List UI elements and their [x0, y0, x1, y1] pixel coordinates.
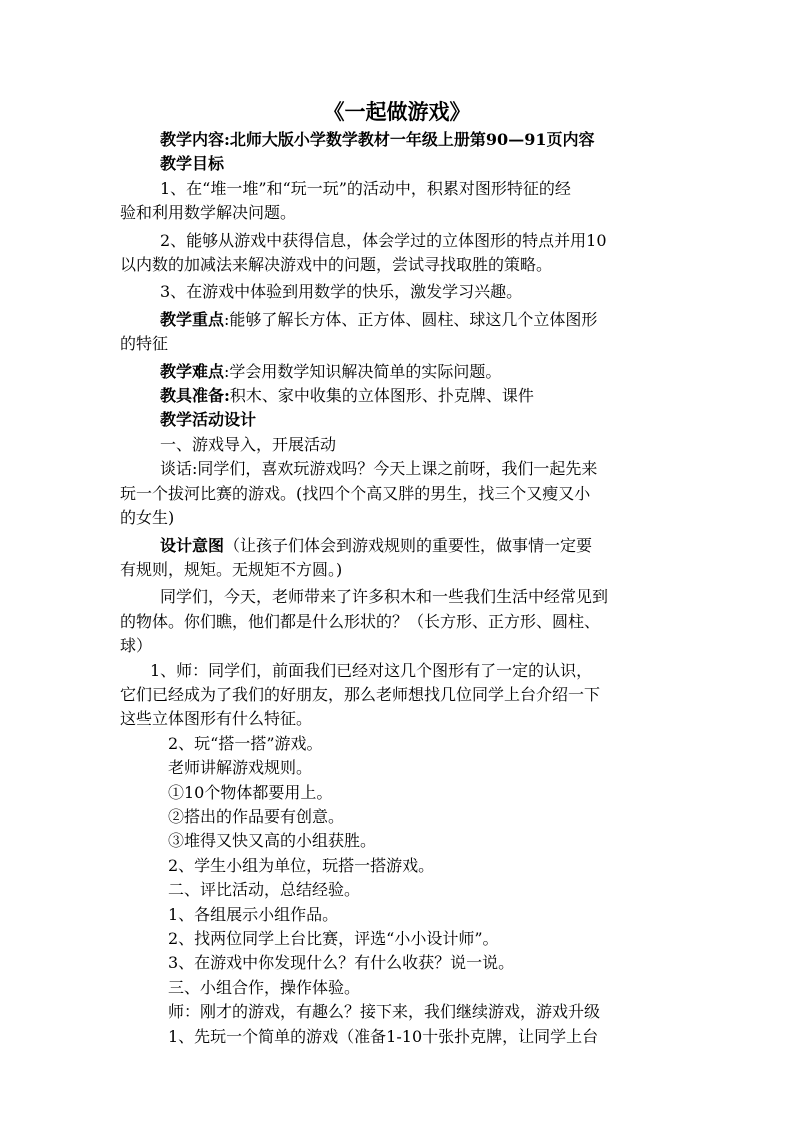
activity-line: ①10个物体都要用上。	[168, 782, 333, 802]
document-title: 《一起做游戏》	[323, 99, 471, 124]
goal-1-line-2: 验和利用数学解决问题。	[120, 203, 297, 223]
activity-line: ②搭出的作品要有创意。	[168, 806, 345, 826]
key-point-text: :能够了解长方体、正方体、圆柱、球这几个立体图形	[224, 309, 598, 329]
tools-label: 教具准备:	[160, 386, 230, 406]
tools-text: 积木、家中收集的立体图形、扑克牌、课件	[229, 386, 534, 406]
teaching-content	[120, 128, 680, 152]
teaching-content-text: 北师大版小学数学教材一年级上册第90—91页内容	[229, 130, 595, 149]
difficulty-label: 教学难点	[160, 361, 225, 381]
teacher-line-2: 它们已经成为了我们的好朋友，那么老师想找几位同学上台介绍一下	[120, 684, 601, 704]
key-point-label: 教学重点	[160, 309, 225, 329]
teaching-content-label: 教学内容:	[160, 130, 230, 149]
activity-line: 2、找两位同学上台比赛，评选“小小设计师”。	[168, 929, 499, 948]
goal-2-line-1: 2、能够从游戏中获得信息，体会学过的立体图形的特点并用10	[160, 230, 607, 250]
talk-line-2: 玩一个拔河比赛的游戏。(找四个个高又胖的男生，找三个又瘦又小	[120, 483, 591, 503]
teacher-line-1: 1、师：同学们，前面我们已经对这几个图形有了一定的认识，	[150, 660, 593, 680]
document-body	[120, 128, 680, 1049]
tools	[120, 384, 680, 408]
activity-line: 2、玩“搭一搭”游戏。	[168, 733, 323, 753]
activity-line: 3、在游戏中你发现什么？有什么收获？说一说。	[168, 953, 515, 973]
activity-line: 2、学生小组为单位，玩搭一搭游戏。	[168, 855, 435, 875]
activity-line: 三、小组合作，操作体验。	[168, 977, 361, 997]
activity-line: 老师讲解游戏规则。	[168, 758, 313, 778]
activity-line: 1、先玩一个简单的游戏（准备1-10十张扑克牌，让同学上台	[168, 1026, 599, 1046]
key-point-line-2: 的特征	[120, 334, 169, 354]
intent-line-1	[120, 534, 680, 558]
talk-line-1: 谈话:同学们，喜欢玩游戏吗？今天上课之前呀，我们一起先来	[160, 459, 598, 479]
goals-heading: 教学目标	[160, 154, 225, 174]
intent-line-2: 有规则，规矩。无规矩不方圆。)	[120, 559, 343, 579]
goal-2-line-2: 以内数的加减法来解决游戏中的问题，尝试寻找取胜的策略。	[120, 255, 553, 275]
key-point-line-1	[120, 308, 680, 332]
activity-line: 二、评比活动，总结经验。	[168, 880, 361, 900]
activities-heading: 教学活动设计	[160, 410, 257, 430]
goal-1-line-1: 1、在“堆一堆”和“玩一玩”的活动中，积累对图形特征的经	[160, 178, 571, 198]
activity-line: 1、各组展示小组作品。	[168, 904, 339, 924]
section-1-heading: 一、游戏导入，开展活动	[160, 434, 337, 454]
intent-label: 设计意图	[160, 535, 225, 555]
objects-line-3: 球）	[120, 636, 153, 656]
difficulty	[120, 360, 680, 384]
objects-line-1: 同学们，今天，老师带来了许多积木和一些我们生活中经常见到	[160, 587, 609, 607]
activity-line: 师：刚才的游戏，有趣么？接下来，我们继续游戏，游戏升级	[168, 1002, 601, 1022]
activity-line: ③堆得又快又高的小组获胜。	[168, 831, 377, 851]
goal-3: 3、在游戏中体验到用数学的快乐，激发学习兴趣。	[160, 282, 523, 302]
difficulty-text: :学会用数学知识解决简单的实际问题。	[224, 361, 502, 381]
talk-line-3: 的女生)	[120, 508, 175, 528]
objects-line-2: 的物体。你们瞧，他们都是什么形状的？（长方形、正方形、圆柱、	[120, 611, 601, 631]
teacher-line-3: 这些立体图形有什么特征。	[120, 709, 313, 729]
intent-text: （让孩子们体会到游戏规则的重要性，做事情一定要	[224, 535, 593, 555]
